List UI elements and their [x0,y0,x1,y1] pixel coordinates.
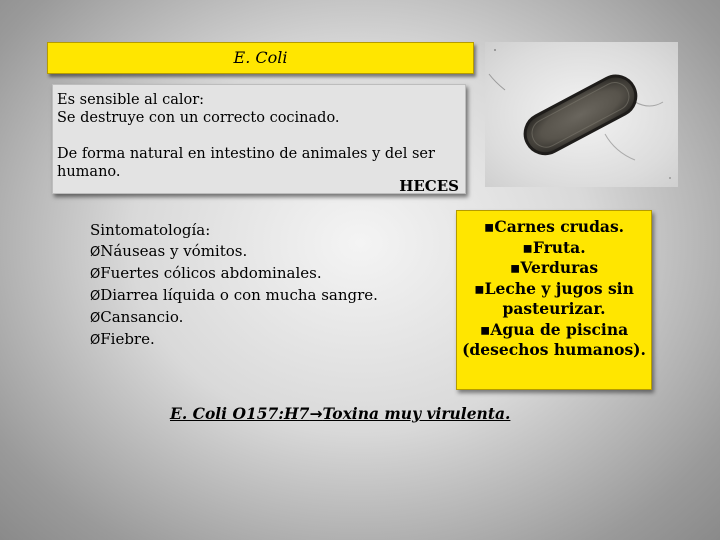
right-arrow-icon: → [309,405,323,423]
info-line-1: Es sensible al calor: [57,92,205,108]
square-bullet-icon: ▪ [509,258,521,277]
footer-note [170,404,510,423]
arrow-bullet-icon: Ø [90,245,101,260]
symptom-item [90,241,378,263]
source-text: Fruta. [532,237,586,257]
arrow-bullet-icon: Ø [90,267,101,282]
source-text: Carnes crudas. [494,217,625,236]
symptom-item [90,307,378,329]
info-line-3: De forma natural en intestino de animales y del ser [57,146,435,162]
square-bullet-icon: ▪ [479,319,491,339]
toxin-text: Toxina muy virulenta. [322,404,511,423]
info-line-4: humano. [57,164,121,180]
heces-label: HECES [399,177,459,195]
arrow-bullet-icon: Ø [90,333,101,348]
symptom-item [90,329,378,351]
arrow-bullet-icon: Ø [90,289,101,304]
symptom-item [90,263,378,285]
square-bullet-icon: ▪ [522,237,533,257]
symptom-text: Náuseas y vómitos. [100,242,248,260]
symptom-text: Fuertes cólicos abdominales. [100,264,322,282]
symptom-item [90,285,378,307]
slide-title: E. Coli [233,48,288,67]
source-item [457,217,651,238]
source-text: Leche y jugos sin pasteurizar. [484,278,634,318]
info-line-2: Se destruye con un correcto cocinado. [57,110,340,126]
ecoli-bacterium-image [485,42,678,187]
arrow-bullet-icon: Ø [90,311,101,326]
symptom-text: Fiebre. [100,330,155,348]
symptom-text: Cansancio. [100,308,184,326]
square-bullet-icon: ▪ [474,278,485,298]
info-box [52,84,466,194]
source-item [457,320,651,361]
source-text: Verduras [520,258,599,277]
symptom-text: Diarrea líquida o con mucha sangre. [100,286,378,304]
source-item [457,238,651,259]
symptoms-list [90,220,378,351]
title-box [47,42,474,74]
sources-box [456,210,652,390]
source-item [457,258,651,279]
source-text: Agua de piscina (desechos humanos). [462,319,646,359]
symptoms-heading: Sintomatología: [90,221,211,239]
source-item [457,279,651,320]
square-bullet-icon: ▪ [483,217,495,236]
strain-label: E. Coli O157:H7 [170,404,310,423]
